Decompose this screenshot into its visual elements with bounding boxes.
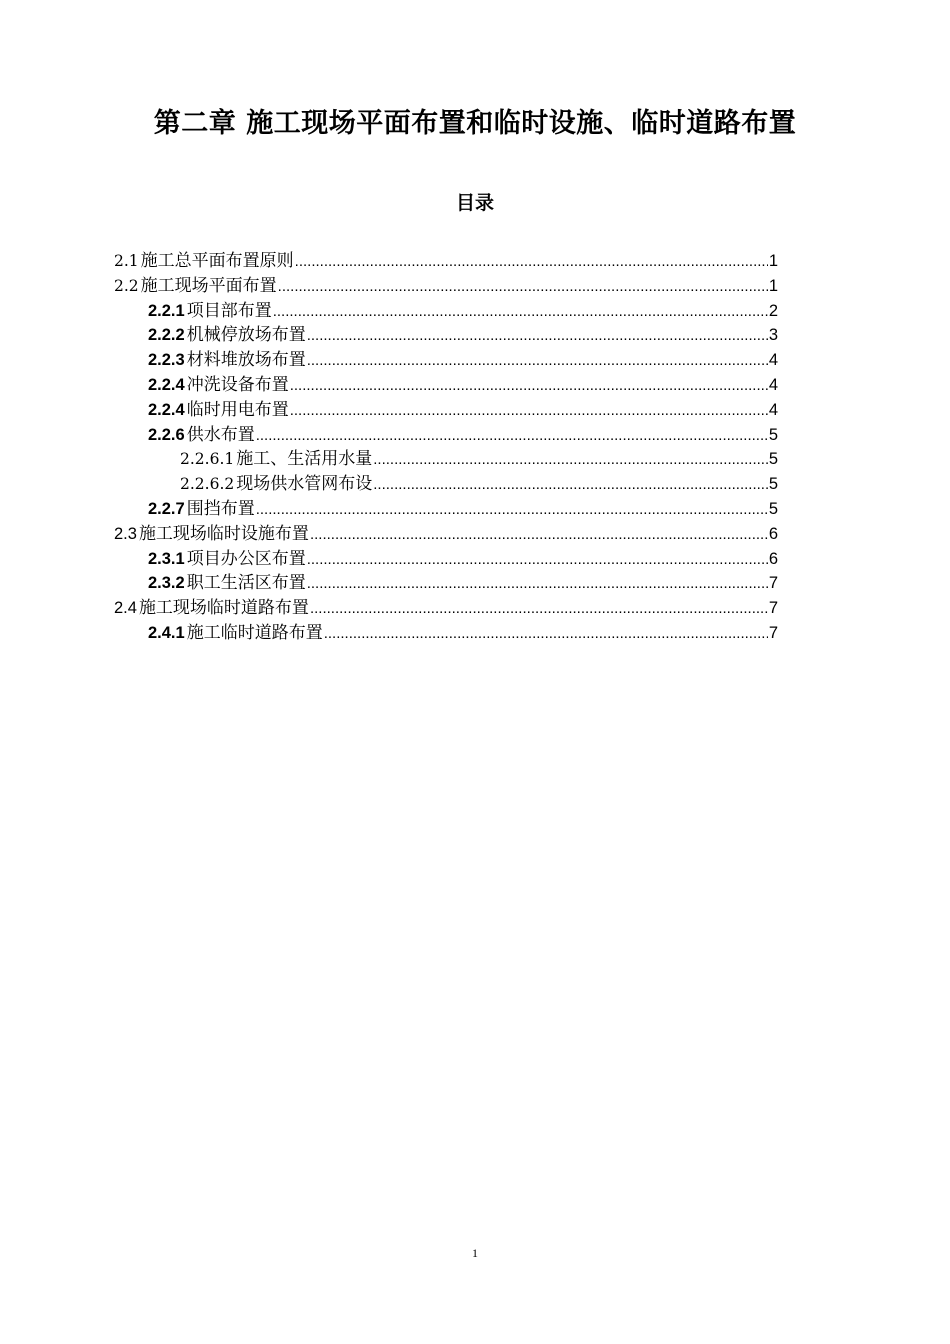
toc-entry[interactable] xyxy=(114,547,778,572)
toc-entry-page: 7 xyxy=(768,574,778,593)
toc-entry-text: 机械停放场布置 xyxy=(186,325,306,346)
toc-entry-text: 项目部布置 xyxy=(186,300,272,321)
toc-leader xyxy=(310,597,768,622)
toc-leader xyxy=(307,324,768,349)
toc-entry-page: 3 xyxy=(768,326,778,345)
toc-entry-page: 6 xyxy=(768,524,778,543)
toc-leader xyxy=(324,622,768,647)
toc-leader xyxy=(295,250,768,275)
toc-leader xyxy=(373,448,768,473)
toc-leader xyxy=(278,275,768,300)
toc-entry[interactable] xyxy=(114,274,778,299)
toc-entry[interactable] xyxy=(114,596,778,621)
toc-entry-number: 2.2.4 xyxy=(148,400,185,419)
toc-entry-text: 施工现场临时设施布置 xyxy=(138,523,309,544)
toc-leader xyxy=(256,498,768,523)
toc-entry[interactable] xyxy=(114,373,778,398)
toc-leader xyxy=(307,548,768,573)
toc-entry-text: 临时用电布置 xyxy=(186,399,289,420)
toc-leader xyxy=(273,300,768,325)
toc-entry-number: 2.2.4 xyxy=(148,375,185,394)
toc-entry-text: 供水布置 xyxy=(186,424,255,445)
toc-entry[interactable] xyxy=(114,249,778,274)
toc-entry-number: 2.3 xyxy=(114,524,137,543)
toc-entry-number: 2.2 xyxy=(114,276,139,295)
toc-entry[interactable] xyxy=(114,571,778,596)
toc-leader xyxy=(290,399,768,424)
toc-entry[interactable] xyxy=(114,621,778,646)
toc-entry-page: 4 xyxy=(768,375,778,394)
toc-heading: 目录 xyxy=(455,192,494,214)
toc-entry-page: 2 xyxy=(768,301,778,320)
toc-entry[interactable] xyxy=(114,472,778,497)
toc-entry[interactable] xyxy=(114,522,778,547)
toc-entry-page: 4 xyxy=(768,400,778,419)
toc-entry-number: 2.3.1 xyxy=(148,549,185,568)
toc-entry-page: 5 xyxy=(768,475,778,494)
toc-entry-page: 6 xyxy=(768,549,778,568)
toc-entry-number: 2.2.2 xyxy=(148,326,185,345)
toc-entry-number: 2.2.6 xyxy=(148,425,185,444)
toc-entry-page: 7 xyxy=(768,623,778,642)
toc-entry-text: 施工现场平面布置 xyxy=(140,275,277,296)
toc-entry-number: 2.1 xyxy=(114,252,139,270)
chapter-title: 第二章 施工现场平面布置和临时设施、临时道路布置 xyxy=(153,108,797,139)
toc-entry[interactable] xyxy=(114,423,778,448)
toc-entry[interactable] xyxy=(114,497,778,522)
toc-entry-number: 2.2.7 xyxy=(148,499,185,518)
toc-leader xyxy=(307,349,768,374)
toc-entry-number: 2.2.3 xyxy=(148,351,185,370)
table-of-contents xyxy=(114,249,778,646)
toc-leader xyxy=(307,572,768,597)
toc-entry-page: 7 xyxy=(768,599,778,618)
toc-entry-number: 2.4.1 xyxy=(148,623,185,642)
toc-entry-page: 5 xyxy=(768,499,778,518)
toc-entry[interactable] xyxy=(114,398,778,423)
toc-entry-text: 材料堆放场布置 xyxy=(186,350,306,371)
toc-leader xyxy=(290,374,768,399)
toc-entry-text: 施工总平面布置原则 xyxy=(140,251,294,271)
toc-entry-page: 5 xyxy=(768,450,778,469)
toc-entry-number: 2.4 xyxy=(114,599,137,618)
toc-entry-page: 1 xyxy=(768,276,778,295)
toc-entry-text: 职工生活区布置 xyxy=(186,573,306,594)
toc-entry-text: 围挡布置 xyxy=(186,498,255,519)
toc-entry-text: 现场供水管网布设 xyxy=(236,474,373,495)
toc-entry-text: 冲洗设备布置 xyxy=(186,374,289,395)
page-number: 1 xyxy=(472,1246,478,1260)
toc-entry-page: 5 xyxy=(768,425,778,444)
toc-entry-page: 1 xyxy=(768,252,778,270)
toc-entry-text: 项目办公区布置 xyxy=(186,548,306,569)
toc-entry-page: 4 xyxy=(768,351,778,370)
toc-leader xyxy=(256,424,768,449)
toc-entry-text: 施工现场临时道路布置 xyxy=(138,598,309,619)
toc-entry[interactable] xyxy=(114,447,778,472)
toc-entry-text: 施工临时道路布置 xyxy=(186,622,323,643)
toc-entry[interactable] xyxy=(114,299,778,324)
toc-entry[interactable] xyxy=(114,323,778,348)
toc-entry-number: 2.2.1 xyxy=(148,301,185,320)
toc-entry[interactable] xyxy=(114,348,778,373)
toc-entry-number: 2.2.6.2 xyxy=(180,475,235,494)
toc-entry-number: 2.2.6.1 xyxy=(180,450,235,469)
toc-leader xyxy=(373,473,768,498)
toc-entry-number: 2.3.2 xyxy=(148,574,185,593)
toc-leader xyxy=(310,523,768,548)
toc-entry-text: 施工、生活用水量 xyxy=(236,449,373,470)
